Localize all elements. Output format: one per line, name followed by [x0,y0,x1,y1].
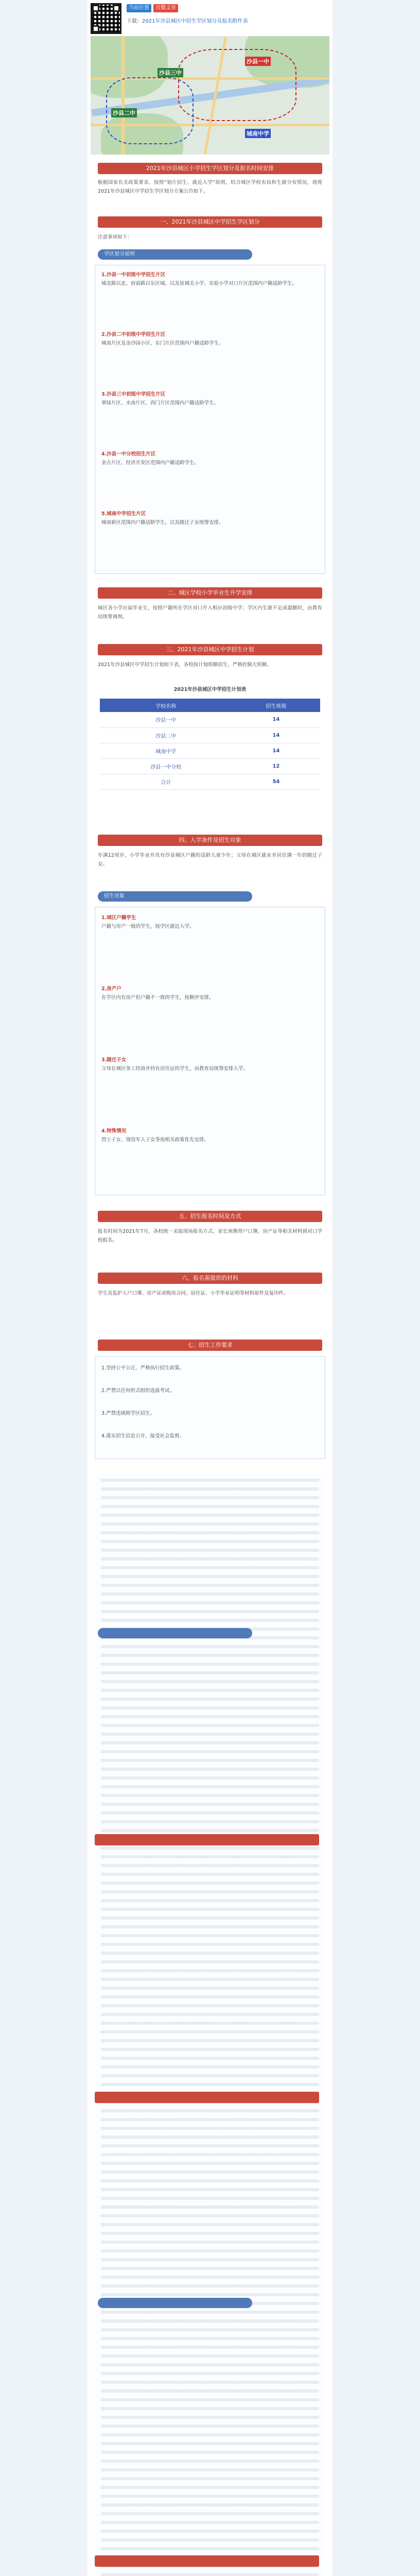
list-item: 4.落实招生信息公开，接受社会监督。 [101,1433,185,1439]
school-cell: 城南中学 [100,743,232,758]
school-cell: 沙县二中 [100,727,232,743]
list-item [101,985,320,1002]
table-row [100,758,320,774]
section5-bar: 五、招生报名时间及方式 [98,1211,322,1222]
table-caption: 2021年沙县城区中学招生计划表 [173,687,247,692]
section5-text2: 学生及监护人户口簿、房产证或购房合同、居住证、小学毕业证明等材料原件及复印件。 [98,1291,289,1296]
item-title: 2.房产户 [101,986,121,992]
section1-note: 注意事项如下： [98,234,132,240]
article-tag[interactable]: 官微文章 [153,4,178,12]
list-item [101,390,320,408]
list-item [101,450,320,467]
list-item: 1.坚持公平公正，严格执行招生政策。 [101,1365,185,1371]
plan-table [100,699,320,790]
item-title: 4.沙县一中分校招生片区 [101,451,156,457]
qr-code [91,3,121,34]
map-label-school: 沙县二中 [111,108,137,117]
item-text: 翠绿片区、水南片区、西门片区范围内户籍适龄学生。 [101,400,219,406]
list-item: 3.严禁违规跨学区招生。 [101,1411,155,1416]
count-cell: 12 [232,758,320,774]
count-cell: 14 [232,743,320,758]
column-header: 学校名称 [100,699,232,712]
list-item [101,510,320,527]
table-row [100,743,320,758]
school-cell: 合计 [100,774,232,789]
item-title: 3.随迁子女 [101,1057,127,1063]
section1-box [95,265,325,574]
item-title: 3.沙县三中初级中学招生片区 [101,392,166,397]
section6-bar: 七、招生工作要求 [98,1340,322,1351]
item-title: 1.沙县一中初级中学招生片区 [101,272,166,278]
list-item [101,1056,320,1073]
item-text: 城南新区范围内户籍适龄学生，以及随迁子女统筹安排。 [101,520,224,526]
section4-box [95,907,325,1195]
section5-text: 报名时间为2021年7月，各校统一采取现场报名方式，家长须携带户口簿、房产证等相关材料到对口学校报名。 [98,1229,322,1243]
download-line[interactable] [127,16,248,24]
count-cell: 54 [232,774,320,789]
section2-text: 城区各小学应届毕业生，按照户籍所在学区对口升入相应初级中学；学区内生源不足或超额时，由教育局统筹调剂。 [98,605,322,620]
district-map [91,36,329,155]
intro-bar: 2021年沙县城区小学招生学区划分及报名时间安排 [98,163,322,174]
article-body-filler [95,1473,325,2576]
table-header-row [100,699,320,712]
section4-bar: 四、入学条件及招生对象 [98,835,322,846]
item-title: 4.特殊情况 [101,1128,127,1134]
table-row [100,727,320,743]
item-title: 5.城南中学招生片区 [101,511,146,517]
item-text: 烈士子女、现役军人子女等按相关政策优先安排。 [101,1137,209,1143]
download-label: 下载： [127,19,142,24]
map-label-school: 沙县一中 [245,57,271,66]
map-label-school: 沙县三中 [157,68,183,77]
header [87,0,332,36]
intro-text: 根据国家有关政策要求，按照“划片招生、就近入学”原则，结合城区学校布局和生源分布情况，现将2021年沙县城区中学招生学区划分方案公告如下。 [98,180,322,194]
section5-bar2: 六、报名需提供的材料 [98,1273,322,1284]
item-title: 2.沙县二中初级中学招生片区 [101,332,166,337]
item-title: 1.城区户籍学生 [101,915,136,921]
section4-pill: 招生对象 [98,891,252,902]
item-text: 户籍与房产一致的学生，按学区就近入学。 [101,924,195,929]
section3-bar: 三、2021年沙县城区中学招生计划 [98,644,322,655]
section3-text: 2021年沙县城区中学招生计划如下表，各校按计划班额招生，严格控制大班额。 [98,662,272,668]
download-link[interactable]: 2021年沙县城区中招生学区划分及报名附件表 [142,19,248,24]
map-label-school: 城南中学 [245,129,271,138]
item-text: 父母在城区务工经商并持有居住证的学生，由教育局统筹安排入学。 [101,1066,249,1072]
item-text: 金古片区、经济开发区范围内户籍适龄学生。 [101,460,200,466]
count-cell: 14 [232,727,320,743]
table-row [100,774,320,789]
school-cell: 沙县一中 [100,712,232,727]
list-item: 2.严禁以任何形式组织选拔考试。 [101,1388,175,1394]
section4-text: 年满12周岁、小学毕业并具有沙县城区户籍的适龄儿童少年；父母在城区就业并居住满一年的随迁子女。 [98,853,322,867]
section1-bar: 一、2021年沙县城区中学招生学区划分 [98,216,322,228]
section1-pill: 学区划分说明 [98,249,252,260]
list-item [101,330,320,348]
item-text: 城南片区及金沙园小区、东门片区范围内户籍适龄学生。 [101,341,224,346]
location-tag[interactable]: 当前位置 [127,4,151,12]
section2-bar: 二、城区学校小学毕业生升学安排 [98,587,322,599]
list-item [101,913,320,931]
item-text: 在学区内有房产但户籍不一致的学生，按顺序安排。 [101,995,214,1001]
table-row [100,712,320,727]
item-text: 城北路以北、府前路以东区域，以及原城关小学、实验小学对口片区范围内户籍适龄学生。 [101,281,297,286]
list-item [101,270,320,288]
section6-box [95,1356,325,1459]
school-cell: 沙县一中分校 [100,758,232,774]
article-column [87,0,332,2576]
column-header: 招生班级 [232,699,320,712]
count-cell: 14 [232,712,320,727]
list-item [101,1127,320,1144]
